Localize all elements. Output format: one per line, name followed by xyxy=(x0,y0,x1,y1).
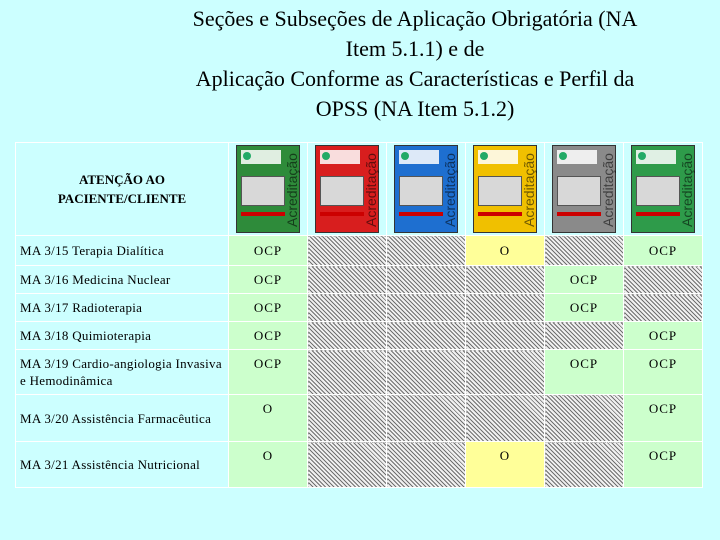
cell-hatched xyxy=(545,322,624,350)
table-row xyxy=(16,322,703,350)
cell-hatched xyxy=(466,266,545,294)
row-label: MA 3/20 Assistência Farmacêutica xyxy=(16,395,229,442)
section-header: ATENÇÃO AO PACIENTE/CLIENTE xyxy=(16,143,229,236)
cell-hatched xyxy=(466,350,545,395)
cell-value: O xyxy=(466,236,545,266)
table-row xyxy=(16,266,703,294)
cell-hatched xyxy=(387,350,466,395)
row-label: MA 3/21 Assistência Nutricional xyxy=(16,442,229,488)
manual-cover-image xyxy=(394,145,458,233)
cell-hatched xyxy=(387,294,466,322)
header-row xyxy=(16,143,703,236)
manual-cover-image xyxy=(473,145,537,233)
table-row xyxy=(16,395,703,442)
cell-value: OCP xyxy=(545,294,624,322)
cell-hatched xyxy=(545,236,624,266)
cell-value: O xyxy=(229,395,308,442)
cell-hatched xyxy=(387,322,466,350)
cover-cell-2 xyxy=(308,143,387,236)
manual-cover-image xyxy=(631,145,695,233)
cell-hatched xyxy=(387,236,466,266)
row-label: MA 3/16 Medicina Nuclear xyxy=(16,266,229,294)
slide-title xyxy=(130,4,700,124)
row-label: MA 3/17 Radioterapia xyxy=(16,294,229,322)
cell-hatched xyxy=(387,266,466,294)
cell-hatched xyxy=(308,294,387,322)
row-label: MA 3/15 Terapia Dialítica xyxy=(16,236,229,266)
cover-label: Acreditação xyxy=(284,153,300,227)
cover-cell-6 xyxy=(624,143,703,236)
cell-hatched xyxy=(308,236,387,266)
cell-hatched xyxy=(466,294,545,322)
cell-hatched xyxy=(308,266,387,294)
requirements-table xyxy=(15,142,703,488)
cover-label: Acreditação xyxy=(363,153,379,227)
cell-value: OCP xyxy=(624,236,703,266)
cell-hatched xyxy=(545,442,624,488)
cell-value: OCP xyxy=(624,322,703,350)
cover-label: Acreditação xyxy=(600,153,616,227)
cell-value: O xyxy=(229,442,308,488)
cell-value: OCP xyxy=(229,236,308,266)
cover-cell-4 xyxy=(466,143,545,236)
cell-value: OCP xyxy=(624,442,703,488)
row-label: MA 3/18 Quimioterapia xyxy=(16,322,229,350)
cell-hatched xyxy=(466,395,545,442)
table-row xyxy=(16,236,703,266)
cell-hatched xyxy=(308,322,387,350)
title-line-3: Aplicação Conforme as Características e Perfil da xyxy=(195,66,635,91)
cell-value: OCP xyxy=(545,266,624,294)
cover-cell-1 xyxy=(229,143,308,236)
manual-cover-image xyxy=(236,145,300,233)
cell-value: OCP xyxy=(229,322,308,350)
table-row xyxy=(16,350,703,395)
cover-label: Acreditação xyxy=(521,153,537,227)
table-row xyxy=(16,294,703,322)
cell-hatched xyxy=(387,395,466,442)
title-line-4: OPSS (NA Item 5.1.2) xyxy=(315,96,515,121)
cell-value: OCP xyxy=(624,350,703,395)
cell-value: OCP xyxy=(229,350,308,395)
cell-hatched xyxy=(308,395,387,442)
cell-hatched xyxy=(545,395,624,442)
cell-hatched xyxy=(466,322,545,350)
table-row xyxy=(16,442,703,488)
cell-hatched xyxy=(624,294,703,322)
cell-hatched xyxy=(387,442,466,488)
cell-hatched xyxy=(308,442,387,488)
cell-value: O xyxy=(466,442,545,488)
cell-value: OCP xyxy=(545,350,624,395)
cell-value: OCP xyxy=(624,395,703,442)
cell-value: OCP xyxy=(229,266,308,294)
manual-cover-image xyxy=(552,145,616,233)
cover-label: Acreditação xyxy=(442,153,458,227)
title-line-2: Item 5.1.1) e de xyxy=(345,36,485,61)
title-line-1: Seções e Subseções de Aplicação Obrigatória (NA xyxy=(192,6,638,31)
cover-cell-5 xyxy=(545,143,624,236)
cell-hatched xyxy=(308,350,387,395)
manual-cover-image xyxy=(315,145,379,233)
cell-hatched xyxy=(624,266,703,294)
cover-cell-3 xyxy=(387,143,466,236)
cell-value: OCP xyxy=(229,294,308,322)
cover-label: Acreditação xyxy=(679,153,695,227)
row-label: MA 3/19 Cardio-angiologia Invasiva e Hemodinâmica xyxy=(16,350,229,395)
